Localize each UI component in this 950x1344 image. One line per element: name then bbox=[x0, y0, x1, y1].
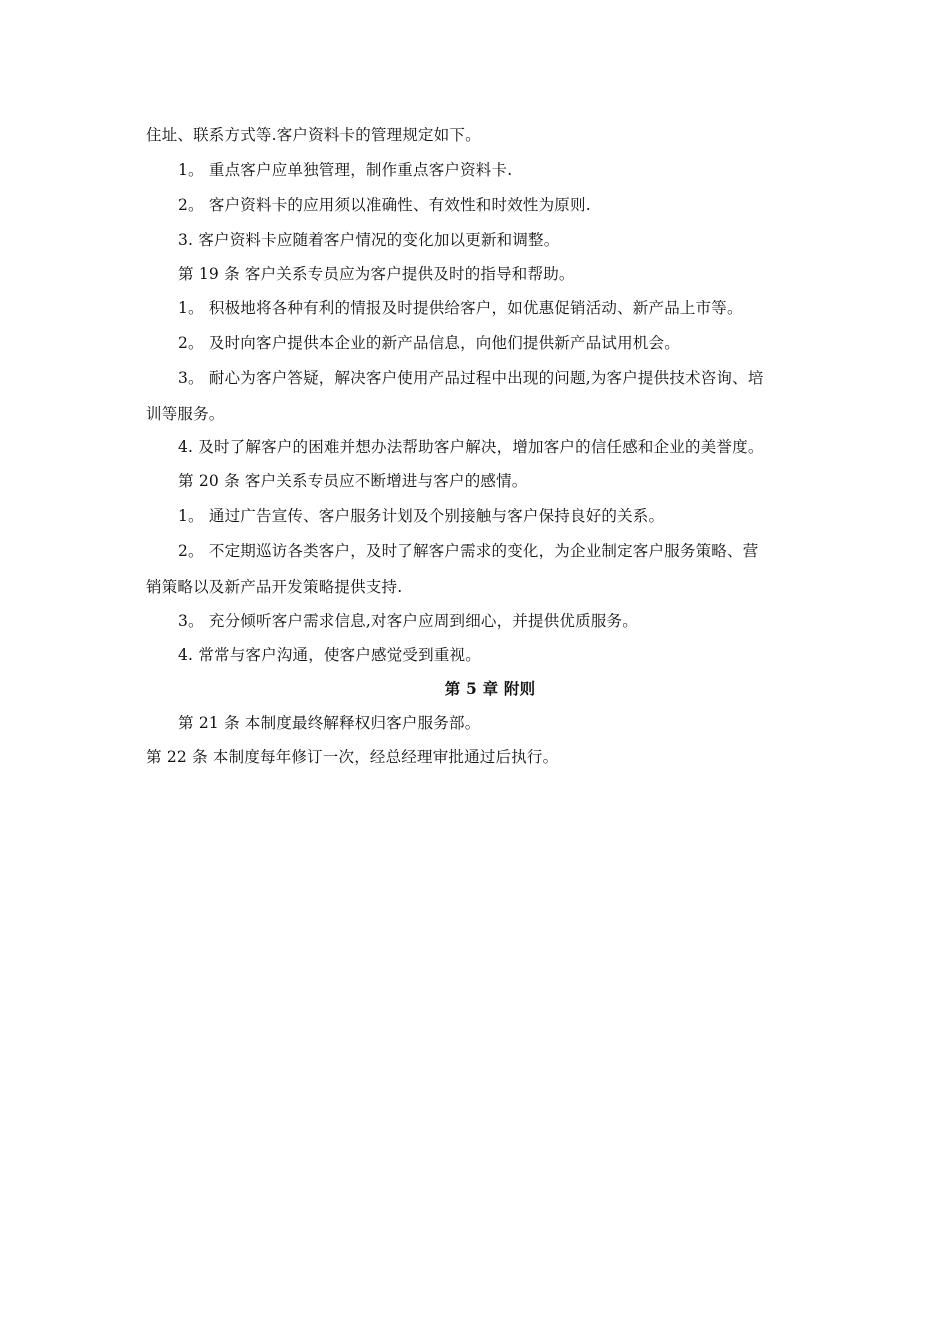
article-line: 第 20 条 客户关系专员应不断增进与客户的感情。 bbox=[178, 472, 528, 490]
list-item: 3。 充分倾听客户需求信息,对客户应周到细心，并提供优质服务。 bbox=[178, 612, 638, 630]
list-item-continuation: 销策略以及新产品开发策略提供支持. bbox=[146, 578, 403, 596]
list-item: 3。 耐心为客户答疑，解决客户使用产品过程中出现的问题,为客户提供技术咨询、培 bbox=[178, 369, 764, 387]
list-item: 3. 客户资料卡应随着客户情况的变化加以更新和调整。 bbox=[178, 231, 560, 249]
list-item: 4. 及时了解客户的困难并想办法帮助客户解决，增加客户的信任感和企业的美誉度。 bbox=[178, 438, 764, 456]
paragraph-line: 住址、联系方式等.客户资料卡的管理规定如下。 bbox=[146, 126, 481, 144]
article-line: 第 19 条 客户关系专员应为客户提供及时的指导和帮助。 bbox=[178, 265, 575, 283]
list-item: 2。 及时向客户提供本企业的新产品信息，向他们提供新产品试用机会。 bbox=[178, 334, 680, 352]
list-item-continuation: 训等服务。 bbox=[146, 405, 225, 423]
list-item: 1。 通过广告宣传、客户服务计划及个别接触与客户保持良好的关系。 bbox=[178, 507, 665, 525]
list-item: 2。 不定期巡访各类客户，及时了解客户需求的变化，为企业制定客户服务策略、营 bbox=[178, 542, 759, 560]
article-line: 第 21 条 本制度最终解释权归客户服务部。 bbox=[178, 714, 481, 732]
chapter-heading: 第 5 章 附则 bbox=[444, 679, 536, 698]
list-item: 2。 客户资料卡的应用须以准确性、有效性和时效性为原则. bbox=[178, 196, 591, 214]
list-item: 1。 重点客户应单独管理，制作重点客户资料卡. bbox=[178, 161, 513, 179]
list-item: 4. 常常与客户沟通，使客户感觉受到重视。 bbox=[178, 646, 481, 664]
list-item: 1。 积极地将各种有利的情报及时提供给客户，如优惠促销活动、新产品上市等。 bbox=[178, 299, 743, 317]
article-line: 第 22 条 本制度每年修订一次，经总经理审批通过后执行。 bbox=[146, 748, 559, 766]
